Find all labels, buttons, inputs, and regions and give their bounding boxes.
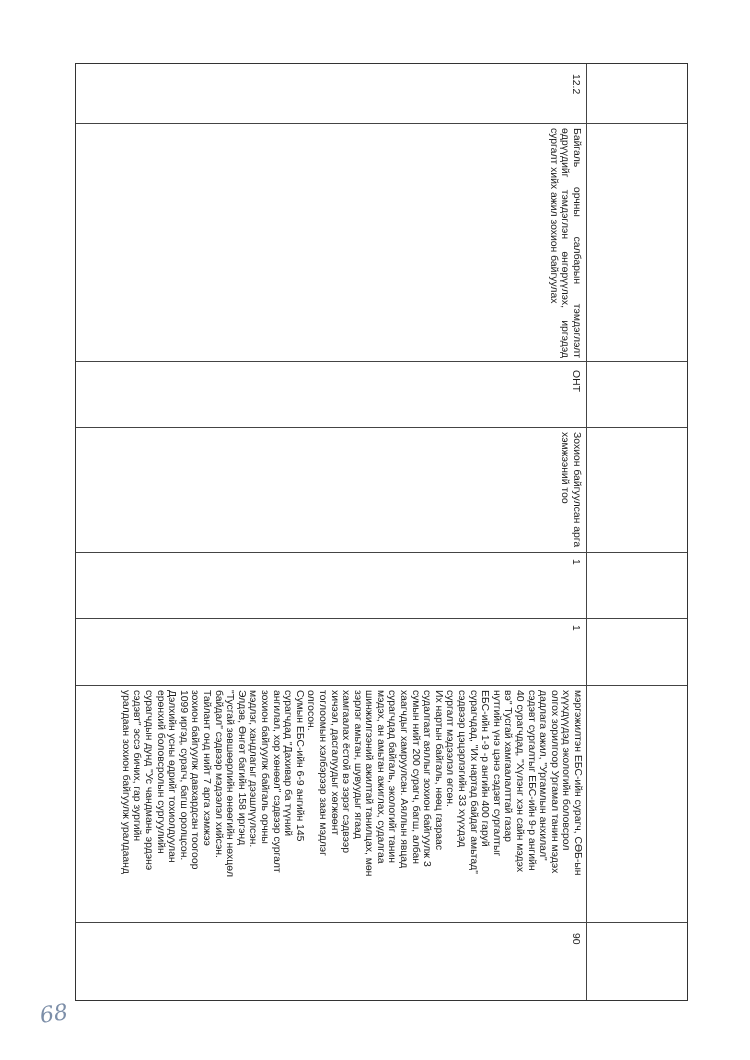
report-line: Их нартын байгаль, нөөц газраас bbox=[432, 690, 444, 851]
report-line: "Тусгай зөвшөөрлийн өнөөгийн нөхцөл bbox=[224, 690, 236, 878]
col-number bbox=[76, 64, 687, 124]
report-line: Сумын ЕБС-ийн 6-9 ангийн 145 bbox=[293, 690, 305, 842]
report-line: зохион байгуулж давхардсан тоогоор bbox=[189, 690, 201, 870]
report-line: сурагчдын дунд "Ус чандмань эрдэнэ bbox=[143, 690, 155, 871]
report-line: шинжилгээний ажилтай танилцах, мөн bbox=[363, 690, 375, 877]
report-line: хүүхдүүдэд экологийн боловсрол bbox=[560, 690, 572, 851]
report-line: байдал" сэдвээр мэдээлэл хийсэн. bbox=[212, 690, 224, 858]
col-task bbox=[76, 124, 687, 362]
plan-table bbox=[75, 63, 688, 1001]
report-line: сэдэвт" эссэ бичих, гар зургийн bbox=[131, 690, 143, 842]
col-score bbox=[76, 923, 687, 1000]
report-line: мэдлэг, хандлагыг дээшлүүлсэн. bbox=[247, 690, 259, 848]
target-value: 1 bbox=[570, 559, 581, 565]
col-report bbox=[76, 686, 687, 923]
col-indicator bbox=[76, 428, 687, 553]
performance-value: 1 bbox=[570, 625, 581, 631]
report-line: вэ" Тусгай хамгаалалттай газар bbox=[502, 690, 514, 842]
report-line: зохион байгуулж байгаль орчны bbox=[258, 690, 270, 844]
report-text bbox=[117, 686, 585, 923]
report-line: зэрлэг амьтан, шувуудыг ягаад bbox=[351, 690, 363, 839]
report-line: сэдэвт сургалтыг ЕБС-ийн 9-р ангийн bbox=[525, 690, 537, 871]
col-responsible bbox=[76, 362, 687, 428]
report-line: Дэлхийн усны өдрийг тохиолдуулан bbox=[166, 690, 178, 863]
report-line: сургалт мэдээлэл өгсөн. bbox=[444, 690, 456, 807]
responsible-text: ОНТ bbox=[570, 370, 581, 392]
report-line: олгох зорилгоор Ургамал танин мэдэх bbox=[548, 690, 560, 874]
report-line: сурагчдад байгаль, экологийг танин bbox=[386, 690, 398, 863]
handwritten-page-number: 68 bbox=[38, 1000, 70, 1029]
report-line: Элдэв, Өнгөт багийн 158 иргэнд bbox=[235, 690, 247, 846]
report-line: хичээл, дасгалуудыг хөгжөөнт bbox=[328, 690, 340, 836]
report-line: олгосон. bbox=[305, 690, 317, 731]
report-line: мэргэжилтэн ЕБС-ийн сурагч, СӨБ-ын bbox=[572, 690, 583, 876]
report-line: сурагчдад, "Их нартад байдаг амьтад" bbox=[467, 690, 479, 874]
report-line: ерөнхий боловсролын сургуулийн bbox=[154, 690, 166, 854]
report-line: судалгаат аяллыг зохион байгуулж 3 bbox=[421, 690, 433, 867]
report-line: 40 сурагчдад, "Хүлэнг хэн сайн мэдэх bbox=[514, 690, 526, 873]
report-line: мэдэх, ан амьтан ажиглах, судалгаа bbox=[374, 690, 386, 864]
report-line: Тайлант онд нийт 7 арга хэмжээ bbox=[201, 690, 212, 846]
report-line: сумын нийт 200 сурагч, багш, албан bbox=[409, 690, 421, 864]
report-line: хаагчдыг хамруулсан. Аяллын явцад bbox=[398, 690, 410, 869]
report-line: сэдвээр цэцэрлэгийн 33 хүүхдэд bbox=[456, 690, 468, 848]
indicator-text: Зохион байгуулсан арга хэмжээний тоо bbox=[559, 432, 582, 548]
report-line: уралдаан зохион байгуулж уралдаанд bbox=[119, 690, 131, 874]
col-performance bbox=[76, 619, 687, 686]
col-target bbox=[76, 553, 687, 619]
report-line: хамгаалах ёстой вэ зэрэг сэдвээр bbox=[340, 690, 352, 854]
row-number: 12.2 bbox=[570, 74, 581, 95]
report-line: тоглоомын хэлбэрээр заан мэдлэг bbox=[316, 690, 328, 856]
task-text: Байгаль орчны салбарын тэмдэглэлт өдрүүдийг тэмдэглэн өнгөрүүлэх, иргэдэд сургалт хийх ажил зохион байгуулах bbox=[548, 128, 582, 358]
report-line: 1099 иргэд, сурагч, багш оролцсон. bbox=[177, 690, 189, 861]
report-line: нутгийн үнэ цэнэ сэдэвт сургалтыг bbox=[490, 690, 502, 857]
report-line: ангилал, хор хөнөөл" сэдвээр сургалт bbox=[270, 690, 282, 873]
report-line: ЕБС-ийн 1-9 -р ангийн 400 гаруй bbox=[479, 690, 491, 847]
score-value: 90 bbox=[570, 933, 581, 945]
report-line: дадлага ажил, "Ургамлын анхилал" bbox=[537, 690, 549, 861]
report-line: сурагчдад "Дахивар ба түүний bbox=[282, 690, 294, 837]
